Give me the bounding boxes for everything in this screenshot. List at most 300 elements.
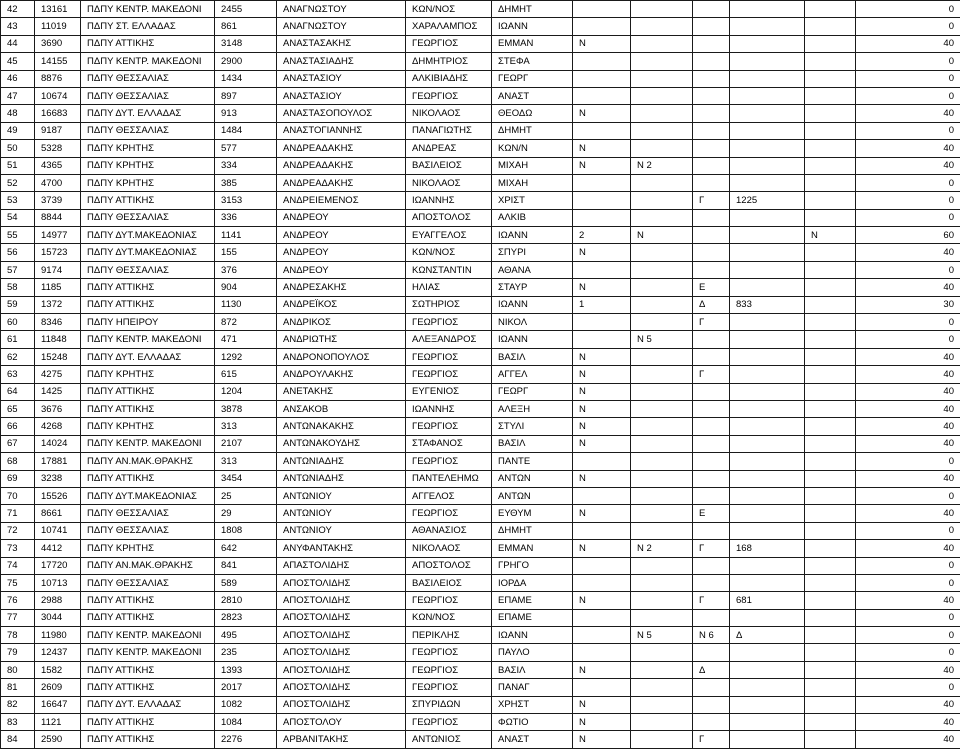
cell-category xyxy=(693,679,730,696)
cell-father-name: ΠΑΝΤΕ xyxy=(492,453,573,470)
cell-points: 40 xyxy=(856,435,960,452)
cell-code: 25 xyxy=(215,487,277,504)
cell-code: 589 xyxy=(215,574,277,591)
cell-code: 3153 xyxy=(215,192,277,209)
cell-flag-b xyxy=(631,279,693,296)
cell-category xyxy=(693,105,730,122)
cell-points: 0 xyxy=(856,331,960,348)
cell-father-name: ΔΗΜΗΤ xyxy=(492,122,573,139)
cell-code: 872 xyxy=(215,314,277,331)
cell-category xyxy=(693,122,730,139)
cell-region: ΠΔΠΥ ΑΤΤΙΚΗΣ xyxy=(81,279,215,296)
cell-flag-a xyxy=(573,209,631,226)
cell-region: ΠΔΠΥ ΔΥΤ. ΕΛΛΑΔΑΣ xyxy=(81,105,215,122)
cell-father-name: ΕΜΜΑΝ xyxy=(492,540,573,557)
cell-flag-a xyxy=(573,70,631,87)
cell-category xyxy=(693,557,730,574)
cell-record-id: 17881 xyxy=(35,453,81,470)
cell-code: 841 xyxy=(215,557,277,574)
cell-father-name: ΓΡΗΓΟ xyxy=(492,557,573,574)
cell-row-number: 42 xyxy=(1,1,35,18)
cell-father-name: ΓΕΩΡΓ xyxy=(492,383,573,400)
cell-amount xyxy=(730,696,805,713)
cell-points: 0 xyxy=(856,70,960,87)
cell-row-number: 46 xyxy=(1,70,35,87)
cell-flag-b: Ν 5 xyxy=(631,331,693,348)
cell-record-id: 3238 xyxy=(35,470,81,487)
cell-flag-b xyxy=(631,53,693,70)
cell-points: 40 xyxy=(856,366,960,383)
cell-first-name: ΝΙΚΟΛΑΟΣ xyxy=(406,540,492,557)
cell-category xyxy=(693,244,730,261)
cell-flag-a xyxy=(573,261,631,278)
cell-points: 0 xyxy=(856,174,960,191)
cell-flag-a xyxy=(573,574,631,591)
cell-surname: ΑΝΔΡΙΩΤΗΣ xyxy=(277,331,406,348)
cell-surname: ΑΝΔΡΕΟΥ xyxy=(277,227,406,244)
cell-father-name: ΘΕΟΔΩ xyxy=(492,105,573,122)
cell-first-name: ΓΕΩΡΓΙΟΣ xyxy=(406,644,492,661)
cell-flag-b xyxy=(631,314,693,331)
cell-row-number: 64 xyxy=(1,383,35,400)
cell-points: 0 xyxy=(856,1,960,18)
cell-first-name: ΠΑΝΤΕΛΕΗΜΩ xyxy=(406,470,492,487)
cell-points: 0 xyxy=(856,522,960,539)
cell-amount xyxy=(730,679,805,696)
table-row xyxy=(1,348,960,365)
cell-flag-c xyxy=(805,644,856,661)
cell-code: 1204 xyxy=(215,383,277,400)
cell-record-id: 4412 xyxy=(35,540,81,557)
cell-code: 642 xyxy=(215,540,277,557)
cell-region: ΠΔΠΥ ΚΕΝΤΡ. ΜΑΚΕΔΟΝΙ xyxy=(81,53,215,70)
cell-row-number: 55 xyxy=(1,227,35,244)
cell-first-name: ΑΛΕΞΑΝΔΡΟΣ xyxy=(406,331,492,348)
cell-region: ΠΔΠΥ ΚΕΝΤΡ. ΜΑΚΕΔΟΝΙ xyxy=(81,1,215,18)
cell-flag-b xyxy=(631,105,693,122)
cell-first-name: ΓΕΩΡΓΙΟΣ xyxy=(406,87,492,104)
cell-flag-b xyxy=(631,174,693,191)
cell-flag-c xyxy=(805,35,856,52)
cell-flag-b xyxy=(631,557,693,574)
cell-flag-c: Ν xyxy=(805,227,856,244)
cell-points: 40 xyxy=(856,661,960,678)
cell-points: 0 xyxy=(856,609,960,626)
cell-amount xyxy=(730,87,805,104)
cell-region: ΠΔΠΥ ΑΤΤΙΚΗΣ xyxy=(81,679,215,696)
cell-flag-b xyxy=(631,383,693,400)
cell-flag-c xyxy=(805,435,856,452)
cell-first-name: ΑΝΔΡΕΑΣ xyxy=(406,140,492,157)
cell-flag-b: Ν xyxy=(631,227,693,244)
cell-region: ΠΔΠΥ ΚΕΝΤΡ. ΜΑΚΕΔΟΝΙ xyxy=(81,435,215,452)
table-row xyxy=(1,470,960,487)
cell-flag-a xyxy=(573,122,631,139)
cell-amount xyxy=(730,400,805,417)
cell-record-id: 9187 xyxy=(35,122,81,139)
cell-flag-a xyxy=(573,487,631,504)
cell-father-name: ΠΑΥΛΟ xyxy=(492,644,573,661)
cell-category: Δ xyxy=(693,296,730,313)
cell-father-name: ΑΓΓΕΛ xyxy=(492,366,573,383)
cell-first-name: ΕΥΓΕΝΙΟΣ xyxy=(406,383,492,400)
cell-category xyxy=(693,487,730,504)
cell-code: 1434 xyxy=(215,70,277,87)
cell-category xyxy=(693,522,730,539)
cell-flag-b xyxy=(631,644,693,661)
cell-region: ΠΔΠΥ ΘΕΣΣΑΛΙΑΣ xyxy=(81,70,215,87)
cell-surname: ΑΝΔΡΕΑΔΑΚΗΣ xyxy=(277,157,406,174)
cell-record-id: 2590 xyxy=(35,731,81,748)
cell-code: 155 xyxy=(215,244,277,261)
cell-record-id: 2609 xyxy=(35,679,81,696)
cell-category: Γ xyxy=(693,592,730,609)
cell-code: 29 xyxy=(215,505,277,522)
cell-father-name: ΑΝΑΣΤ xyxy=(492,731,573,748)
cell-surname: ΑΝΑΣΤΟΓΙΑΝΝΗΣ xyxy=(277,122,406,139)
cell-region: ΠΔΠΥ ΚΡΗΤΗΣ xyxy=(81,540,215,557)
cell-flag-b xyxy=(631,296,693,313)
cell-row-number: 76 xyxy=(1,592,35,609)
cell-surname: ΑΠΟΣΤΟΛΙΔΗΣ xyxy=(277,592,406,609)
cell-flag-a xyxy=(573,87,631,104)
cell-row-number: 65 xyxy=(1,400,35,417)
cell-amount xyxy=(730,418,805,435)
cell-flag-c xyxy=(805,348,856,365)
cell-amount xyxy=(730,105,805,122)
cell-category xyxy=(693,87,730,104)
cell-points: 0 xyxy=(856,87,960,104)
cell-record-id: 1582 xyxy=(35,661,81,678)
cell-first-name: ΒΑΣΙΛΕΙΟΣ xyxy=(406,574,492,591)
cell-surname: ΑΝΑΣΤΑΣΑΚΗΣ xyxy=(277,35,406,52)
table-row xyxy=(1,87,960,104)
cell-flag-a: Ν xyxy=(573,714,631,731)
cell-category: Γ xyxy=(693,731,730,748)
cell-record-id: 8876 xyxy=(35,70,81,87)
cell-code: 897 xyxy=(215,87,277,104)
cell-surname: ΑΝΤΩΝΑΚΑΚΗΣ xyxy=(277,418,406,435)
cell-points: 0 xyxy=(856,679,960,696)
table-row xyxy=(1,1,960,18)
cell-father-name: ΦΩΤΙΟ xyxy=(492,714,573,731)
cell-amount xyxy=(730,209,805,226)
cell-record-id: 10741 xyxy=(35,522,81,539)
cell-region: ΠΔΠΥ ΑΤΤΙΚΗΣ xyxy=(81,35,215,52)
cell-points: 0 xyxy=(856,557,960,574)
table-row xyxy=(1,679,960,696)
cell-points: 40 xyxy=(856,540,960,557)
cell-category xyxy=(693,574,730,591)
cell-code: 313 xyxy=(215,453,277,470)
cell-flag-c xyxy=(805,453,856,470)
cell-amount: 168 xyxy=(730,540,805,557)
cell-first-name: ΓΕΩΡΓΙΟΣ xyxy=(406,314,492,331)
cell-surname: ΑΝΑΣΤΑΣΙΟΥ xyxy=(277,70,406,87)
cell-amount xyxy=(730,122,805,139)
cell-code: 615 xyxy=(215,366,277,383)
cell-surname: ΑΡΒΑΝΙΤΑΚΗΣ xyxy=(277,731,406,748)
cell-category xyxy=(693,70,730,87)
cell-row-number: 73 xyxy=(1,540,35,557)
cell-father-name: ΧΡΗΣΤ xyxy=(492,696,573,713)
cell-first-name: ΚΩΝ/ΝΟΣ xyxy=(406,609,492,626)
cell-record-id: 11980 xyxy=(35,627,81,644)
cell-flag-c xyxy=(805,192,856,209)
cell-row-number: 60 xyxy=(1,314,35,331)
cell-category xyxy=(693,453,730,470)
cell-amount xyxy=(730,731,805,748)
cell-record-id: 5328 xyxy=(35,140,81,157)
cell-points: 40 xyxy=(856,418,960,435)
cell-category xyxy=(693,331,730,348)
cell-flag-b xyxy=(631,87,693,104)
cell-first-name: ΑΝΤΩΝΙΟΣ xyxy=(406,731,492,748)
cell-record-id: 4268 xyxy=(35,418,81,435)
cell-first-name: ΗΛΙΑΣ xyxy=(406,279,492,296)
cell-flag-b xyxy=(631,435,693,452)
cell-record-id: 1185 xyxy=(35,279,81,296)
cell-category: Γ xyxy=(693,540,730,557)
cell-region: ΠΔΠΥ ΑΤΤΙΚΗΣ xyxy=(81,592,215,609)
table-row xyxy=(1,627,960,644)
cell-points: 40 xyxy=(856,505,960,522)
cell-flag-c xyxy=(805,609,856,626)
cell-flag-a: Ν xyxy=(573,470,631,487)
cell-flag-a: Ν xyxy=(573,244,631,261)
cell-category xyxy=(693,227,730,244)
cell-father-name: ΕΠΑΜΕ xyxy=(492,592,573,609)
cell-first-name: ΓΕΩΡΓΙΟΣ xyxy=(406,348,492,365)
cell-amount xyxy=(730,261,805,278)
cell-points: 0 xyxy=(856,18,960,35)
cell-code: 495 xyxy=(215,627,277,644)
cell-row-number: 79 xyxy=(1,644,35,661)
cell-region: ΠΔΠΥ ΚΡΗΤΗΣ xyxy=(81,157,215,174)
cell-amount xyxy=(730,348,805,365)
cell-region: ΠΔΠΥ ΑΤΤΙΚΗΣ xyxy=(81,296,215,313)
cell-record-id: 15248 xyxy=(35,348,81,365)
cell-row-number: 52 xyxy=(1,174,35,191)
cell-row-number: 54 xyxy=(1,209,35,226)
cell-flag-b xyxy=(631,487,693,504)
cell-record-id: 1425 xyxy=(35,383,81,400)
cell-surname: ΑΝΔΡΕΣΑΚΗΣ xyxy=(277,279,406,296)
cell-flag-a: Ν xyxy=(573,157,631,174)
cell-flag-b xyxy=(631,122,693,139)
cell-amount xyxy=(730,661,805,678)
cell-flag-c xyxy=(805,122,856,139)
cell-region: ΠΔΠΥ ΣΤ. ΕΛΛΑΔΑΣ xyxy=(81,18,215,35)
cell-region: ΠΔΠΥ ΑΤΤΙΚΗΣ xyxy=(81,661,215,678)
cell-region: ΠΔΠΥ ΚΡΗΤΗΣ xyxy=(81,418,215,435)
cell-first-name: ΕΥΑΓΓΕΛΟΣ xyxy=(406,227,492,244)
cell-surname: ΑΝΔΡΕΟΥ xyxy=(277,209,406,226)
cell-flag-a: Ν xyxy=(573,505,631,522)
cell-flag-b xyxy=(631,453,693,470)
cell-row-number: 43 xyxy=(1,18,35,35)
cell-points: 40 xyxy=(856,35,960,52)
cell-flag-c xyxy=(805,696,856,713)
cell-surname: ΑΝΔΡΕΪΚΟΣ xyxy=(277,296,406,313)
cell-category xyxy=(693,696,730,713)
cell-surname: ΑΝΤΩΝΙΟΥ xyxy=(277,487,406,504)
cell-amount xyxy=(730,70,805,87)
cell-record-id: 15723 xyxy=(35,244,81,261)
cell-flag-b xyxy=(631,679,693,696)
cell-row-number: 59 xyxy=(1,296,35,313)
cell-first-name: ΚΩΝ/ΝΟΣ xyxy=(406,1,492,18)
cell-father-name: ΝΙΚΟΛ xyxy=(492,314,573,331)
cell-flag-b xyxy=(631,209,693,226)
cell-amount: 681 xyxy=(730,592,805,609)
cell-code: 1808 xyxy=(215,522,277,539)
cell-surname: ΑΠΟΣΤΟΛΙΔΗΣ xyxy=(277,661,406,678)
cell-flag-a: Ν xyxy=(573,400,631,417)
table-row xyxy=(1,557,960,574)
cell-surname: ΑΝΔΡΕΑΔΑΚΗΣ xyxy=(277,174,406,191)
cell-flag-b xyxy=(631,714,693,731)
cell-father-name: ΜΙΧΑΗ xyxy=(492,174,573,191)
cell-record-id: 3739 xyxy=(35,192,81,209)
cell-category xyxy=(693,53,730,70)
cell-row-number: 81 xyxy=(1,679,35,696)
cell-father-name: ΔΗΜΗΤ xyxy=(492,1,573,18)
cell-row-number: 80 xyxy=(1,661,35,678)
cell-surname: ΑΝΤΩΝΙΑΔΗΣ xyxy=(277,453,406,470)
cell-flag-a xyxy=(573,331,631,348)
cell-flag-b xyxy=(631,35,693,52)
cell-surname: ΑΠΟΣΤΟΛΙΔΗΣ xyxy=(277,644,406,661)
cell-first-name: ΑΠΟΣΤΟΛΟΣ xyxy=(406,209,492,226)
cell-record-id: 3676 xyxy=(35,400,81,417)
cell-code: 471 xyxy=(215,331,277,348)
cell-points: 0 xyxy=(856,261,960,278)
cell-code: 904 xyxy=(215,279,277,296)
cell-points: 0 xyxy=(856,122,960,139)
cell-amount xyxy=(730,140,805,157)
cell-region: ΠΔΠΥ ΚΕΝΤΡ. ΜΑΚΕΔΟΝΙ xyxy=(81,331,215,348)
cell-points: 40 xyxy=(856,157,960,174)
cell-flag-c xyxy=(805,87,856,104)
cell-region: ΠΔΠΥ ΔΥΤ. ΕΛΛΑΔΑΣ xyxy=(81,696,215,713)
cell-first-name: ΓΕΩΡΓΙΟΣ xyxy=(406,418,492,435)
cell-first-name: ΑΓΓΕΛΟΣ xyxy=(406,487,492,504)
cell-amount: 1225 xyxy=(730,192,805,209)
cell-points: 40 xyxy=(856,279,960,296)
cell-category xyxy=(693,18,730,35)
table-row xyxy=(1,105,960,122)
table-row xyxy=(1,314,960,331)
table-row xyxy=(1,696,960,713)
cell-flag-c xyxy=(805,53,856,70)
cell-category: Γ xyxy=(693,192,730,209)
cell-father-name: ΣΤΕΦΑ xyxy=(492,53,573,70)
cell-first-name: ΠΕΡΙΚΛΗΣ xyxy=(406,627,492,644)
cell-record-id: 4365 xyxy=(35,157,81,174)
cell-points: 0 xyxy=(856,53,960,70)
cell-first-name: ΝΙΚΟΛΑΟΣ xyxy=(406,105,492,122)
cell-flag-a xyxy=(573,18,631,35)
cell-amount xyxy=(730,714,805,731)
cell-flag-c xyxy=(805,661,856,678)
table-row xyxy=(1,174,960,191)
cell-points: 0 xyxy=(856,192,960,209)
cell-region: ΠΔΠΥ ΘΕΣΣΑΛΙΑΣ xyxy=(81,505,215,522)
cell-first-name: ΣΩΤΗΡΙΟΣ xyxy=(406,296,492,313)
table-row xyxy=(1,714,960,731)
cell-flag-b xyxy=(631,348,693,365)
cell-flag-b xyxy=(631,696,693,713)
table-row xyxy=(1,53,960,70)
cell-record-id: 17720 xyxy=(35,557,81,574)
cell-flag-b xyxy=(631,192,693,209)
cell-first-name: ΓΕΩΡΓΙΟΣ xyxy=(406,366,492,383)
cell-region: ΠΔΠΥ ΑΤΤΙΚΗΣ xyxy=(81,400,215,417)
cell-flag-a: 2 xyxy=(573,227,631,244)
cell-points: 40 xyxy=(856,696,960,713)
cell-flag-c xyxy=(805,140,856,157)
cell-row-number: 51 xyxy=(1,157,35,174)
cell-points: 40 xyxy=(856,714,960,731)
cell-flag-b xyxy=(631,244,693,261)
cell-points: 0 xyxy=(856,627,960,644)
cell-row-number: 62 xyxy=(1,348,35,365)
cell-flag-a: Ν xyxy=(573,366,631,383)
cell-code: 2810 xyxy=(215,592,277,609)
table-row xyxy=(1,435,960,452)
cell-code: 313 xyxy=(215,418,277,435)
cell-flag-b xyxy=(631,366,693,383)
cell-code: 3878 xyxy=(215,400,277,417)
cell-category: Γ xyxy=(693,314,730,331)
cell-father-name: ΔΗΜΗΤ xyxy=(492,522,573,539)
cell-father-name: ΕΥΘΥΜ xyxy=(492,505,573,522)
cell-father-name: ΧΡΙΣΤ xyxy=(492,192,573,209)
cell-first-name: ΙΩΑΝΝΗΣ xyxy=(406,400,492,417)
cell-category xyxy=(693,174,730,191)
cell-code: 1082 xyxy=(215,696,277,713)
cell-code: 376 xyxy=(215,261,277,278)
cell-row-number: 56 xyxy=(1,244,35,261)
cell-code: 2823 xyxy=(215,609,277,626)
cell-surname: ΑΝΔΡΕΟΥ xyxy=(277,261,406,278)
cell-amount xyxy=(730,644,805,661)
cell-flag-a: Ν xyxy=(573,279,631,296)
cell-region: ΠΔΠΥ ΘΕΣΣΑΛΙΑΣ xyxy=(81,209,215,226)
cell-amount xyxy=(730,557,805,574)
cell-amount xyxy=(730,366,805,383)
cell-flag-a: Ν xyxy=(573,35,631,52)
cell-flag-c xyxy=(805,540,856,557)
cell-flag-a xyxy=(573,679,631,696)
cell-points: 0 xyxy=(856,453,960,470)
cell-first-name: ΝΙΚΟΛΑΟΣ xyxy=(406,174,492,191)
cell-first-name: ΑΘΑΝΑΣΙΟΣ xyxy=(406,522,492,539)
cell-row-number: 69 xyxy=(1,470,35,487)
cell-row-number: 72 xyxy=(1,522,35,539)
cell-flag-c xyxy=(805,157,856,174)
cell-region: ΠΔΠΥ ΔΥΤ.ΜΑΚΕΔΟΝΙΑΣ xyxy=(81,244,215,261)
cell-record-id: 4700 xyxy=(35,174,81,191)
cell-flag-c xyxy=(805,1,856,18)
cell-surname: ΑΝΔΡΟΥΛΑΚΗΣ xyxy=(277,366,406,383)
cell-row-number: 70 xyxy=(1,487,35,504)
table-row xyxy=(1,157,960,174)
cell-first-name: ΒΑΣΙΛΕΙΟΣ xyxy=(406,157,492,174)
cell-row-number: 67 xyxy=(1,435,35,452)
cell-flag-b xyxy=(631,1,693,18)
